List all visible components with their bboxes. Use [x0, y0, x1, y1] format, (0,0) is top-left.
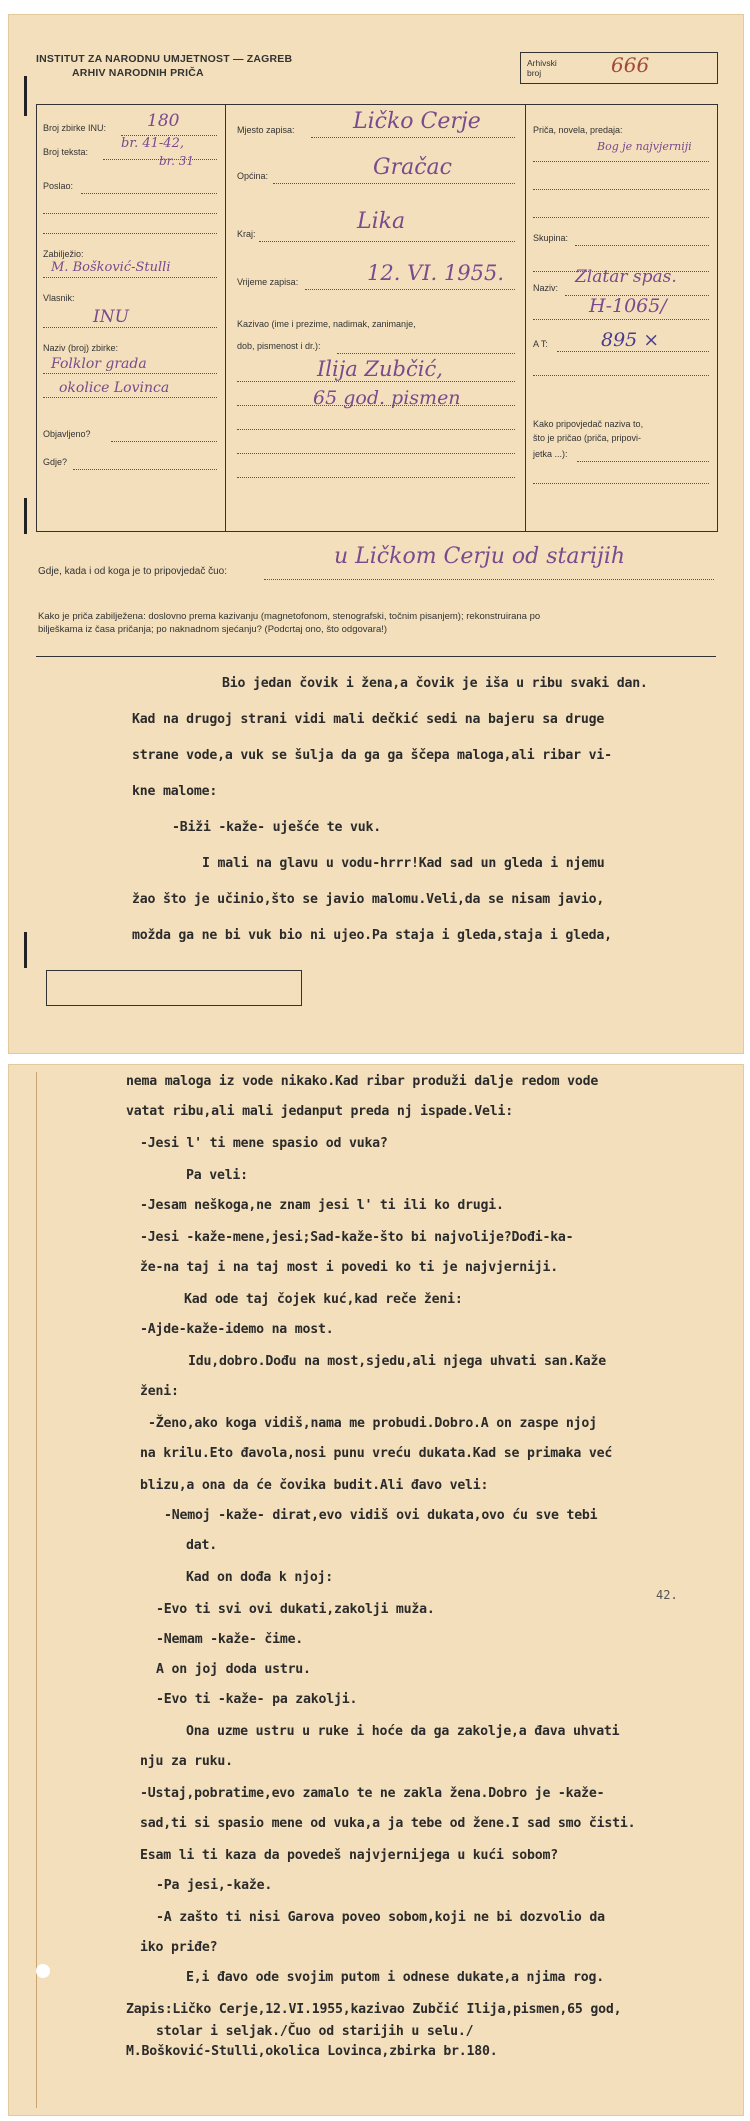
text-line: možda ga ne bi vuk bio ni ujeo.Pa staja i gleda,staja i gleda, [132, 928, 612, 943]
text-line: -Evo ti -kaže- pa zakolji. [156, 1692, 358, 1707]
story-text-page-1 [8, 14, 744, 1054]
form-page-1 [8, 14, 744, 1054]
text-line: Idu,dobro.Dođu na most,sjedu,ali njega uhvati san.Kaže [188, 1354, 606, 1369]
text-line: iko priđe? [140, 1940, 218, 1955]
text-line: žao što je učinio,što se javio malomu.Veli,da se nisam javio, [132, 892, 605, 907]
text-line: na krilu.Eto đavola,nosi punu vreću dukata.Kad se primaka već [140, 1446, 613, 1461]
text-line: Kad ode taj čojek kuć,kad reče ženi: [184, 1292, 463, 1307]
municipality-label: Općina: [237, 171, 269, 181]
collection-inu-value: 180 [147, 111, 180, 131]
text-line: -Jesi l' ti mene spasio od vuka? [140, 1136, 388, 1151]
text-number-value-2: br. 31 [159, 154, 194, 168]
text-line: Ona uzme ustru u ruke i hoće da ga zakolje,a đava uhvati [186, 1724, 620, 1739]
date-value: 12. VI. 1955. [367, 261, 505, 285]
archive-number-value: 666 [611, 53, 650, 77]
archive-number-label: Arhivski broj [527, 58, 557, 78]
title-value-2: H-1065/ [589, 295, 667, 317]
genre-value: Bog je najvjerniji [597, 140, 692, 153]
where-from-value: u Ličkom Cerju od starijih [334, 544, 626, 569]
text-line: blizu,a ona da će čovika budit.Ali đavo veli: [140, 1478, 489, 1493]
collection-name-label: Naziv (broj) zbirke: [43, 343, 119, 353]
municipality-value: Gračac [373, 155, 452, 180]
genre-label: Priča, novela, predaja: [533, 125, 623, 135]
published-label: Objavljeno? [43, 429, 91, 439]
story-page-2 [8, 1064, 744, 2116]
text-line: Zapis:Ličko Cerje,12.VI.1955,kazivao Zubčić Ilija,pismen,65 god, [126, 2002, 622, 2017]
text-line: -Evo ti svi ovi dukati,zakolji muža. [156, 1602, 435, 1617]
place-value: Ličko Cerje [353, 109, 481, 134]
text-line: -Ženo,ako koga vidiš,nama me probudi.Dobro.A on zaspe njoj [148, 1416, 597, 1431]
place-label: Mjesto zapisa: [237, 125, 295, 135]
sent-label: Poslao: [43, 181, 74, 191]
text-line: -Ajde-kaže-idemo na most. [140, 1322, 334, 1337]
recording-note-line-2: bilješkama iz časa pričanja; po naknadnom sjećanju? (Podcrtaj ono, što odgovara!) [38, 624, 388, 635]
text-number-value-1: br. 41-42, [121, 136, 184, 151]
text-number-label: Broj teksta: [43, 147, 89, 157]
text-line: -Jesam neškoga,ne znam jesi l' ti ili ko drugi. [140, 1198, 504, 1213]
text-line: I mali na glavu u vodu-hrrr!Kad sad un gleda i njemu [202, 856, 605, 871]
text-line: stolar i seljak./Čuo od starijih u selu./ [156, 2024, 474, 2039]
text-line: -Biži -kaže- uješće te vuk. [172, 820, 381, 835]
narrator-value-1: Ilija Zubčić, [317, 357, 443, 381]
collection-name-value-1: Folklor grada [51, 356, 147, 372]
collection-name-value-2: okolice Lovinca [59, 380, 170, 396]
institute-title: INSTITUT ZA NARODNU UMJETNOST — ZAGREB [36, 53, 293, 65]
text-line: nema maloga iz vode nikako.Kad ribar produži dalje redom vode [126, 1074, 599, 1089]
text-line: že-na taj i na taj most i povedi ko ti je najvjerniji. [140, 1260, 558, 1275]
narrator-label-2: dob, pismenost i dr.): [237, 341, 321, 351]
text-line: kne malome: [132, 784, 218, 799]
text-line: Esam li ti kaza da povedeš najvjernijega u kući sobom? [140, 1848, 558, 1863]
text-line: -A zašto ti nisi Garova poveo sobom,koji ne bi dozvolio da [156, 1910, 605, 1925]
region-label: Kraj: [237, 229, 256, 239]
recorded-by-value: M. Bošković-Stulli [51, 260, 171, 275]
narrator-title-label-3: jetka ...): [533, 449, 568, 459]
text-line: A on joj doda ustru. [156, 1662, 311, 1677]
archive-title: ARHIV NARODNIH PRIČA [72, 67, 204, 79]
text-line: -Nemoj -kaže- dirat,evo vidiš ovi dukata,ovo ću sve tebi [164, 1508, 598, 1523]
at-value: 895 × [601, 329, 660, 351]
text-line: Kad on dođa k njoj: [186, 1570, 334, 1585]
margin-note: 42. [656, 1588, 678, 1602]
recorded-by-label: Zabilježio: [43, 249, 84, 259]
narrator-value-2: 65 god. pismen [313, 387, 461, 409]
collection-inu-label: Broj zbirke INU: [43, 123, 107, 133]
where-label: Gdje? [43, 457, 68, 467]
empty-box [46, 970, 302, 1006]
text-line: vatat ribu,ali mali jedanput preda nj ispade.Veli: [126, 1104, 513, 1119]
text-line: -Ustaj,pobratime,evo zamalo te ne zakla žena.Dobro je -kaže- [140, 1786, 605, 1801]
text-line: M.Bošković-Stulli,okolica Lovinca,zbirka br.180. [126, 2044, 498, 2059]
region-value: Lika [357, 209, 406, 234]
text-line: dat. [186, 1538, 217, 1553]
group-label: Skupina: [533, 233, 569, 243]
narrator-title-label-2: što je pričao (priča, pripovi- [533, 433, 642, 443]
text-line: E,i đavo ode svojim putom i odnese dukate,a njima rog. [186, 1970, 604, 1985]
owner-value: INU [93, 307, 129, 327]
owner-label: Vlasnik: [43, 293, 75, 303]
text-line: sad,ti si spasio mene od vuka,a ja tebe od žene.I sad smo čisti. [140, 1816, 636, 1831]
at-label: A T: [533, 339, 548, 349]
recording-note-line-1: Kako je priča zabilježena: doslovno prema kazivanju (magnetofonom, stenografski, točnim pisanjem); rekonstruirana po [38, 611, 541, 622]
text-line: Pa veli: [186, 1168, 248, 1183]
where-from-label: Gdje, kada i od koga je to pripovjedač čuo: [38, 566, 228, 577]
title-value-1: Zlatar spas. [575, 267, 677, 287]
story-text-page-2 [8, 1064, 744, 2116]
text-line: -Jesi -kaže-mene,jesi;Sad-kaže-što bi najvolije?Dođi-ka- [140, 1230, 574, 1245]
title-label: Naziv: [533, 283, 559, 293]
text-line: -Nemam -kaže- čime. [156, 1632, 304, 1647]
text-line: Kad na drugoj strani vidi mali dečkić sedi na bajeru sa druge [132, 712, 605, 727]
text-line: nju za ruku. [140, 1754, 233, 1769]
narrator-label-1: Kazivao (ime i prezime, nadimak, zanimanje, [237, 319, 416, 329]
text-line: Bio jedan čovik i žena,a čovik je iša u ribu svaki dan. [222, 676, 648, 691]
narrator-title-label-1: Kako pripovjedač naziva to, [533, 419, 644, 429]
text-line: strane vode,a vuk se šulja da ga ga ščepa maloga,ali ribar vi- [132, 748, 612, 763]
text-line: -Pa jesi,-kaže. [156, 1878, 273, 1893]
text-line: ženi: [140, 1384, 179, 1399]
date-label: Vrijeme zapisa: [237, 277, 299, 287]
